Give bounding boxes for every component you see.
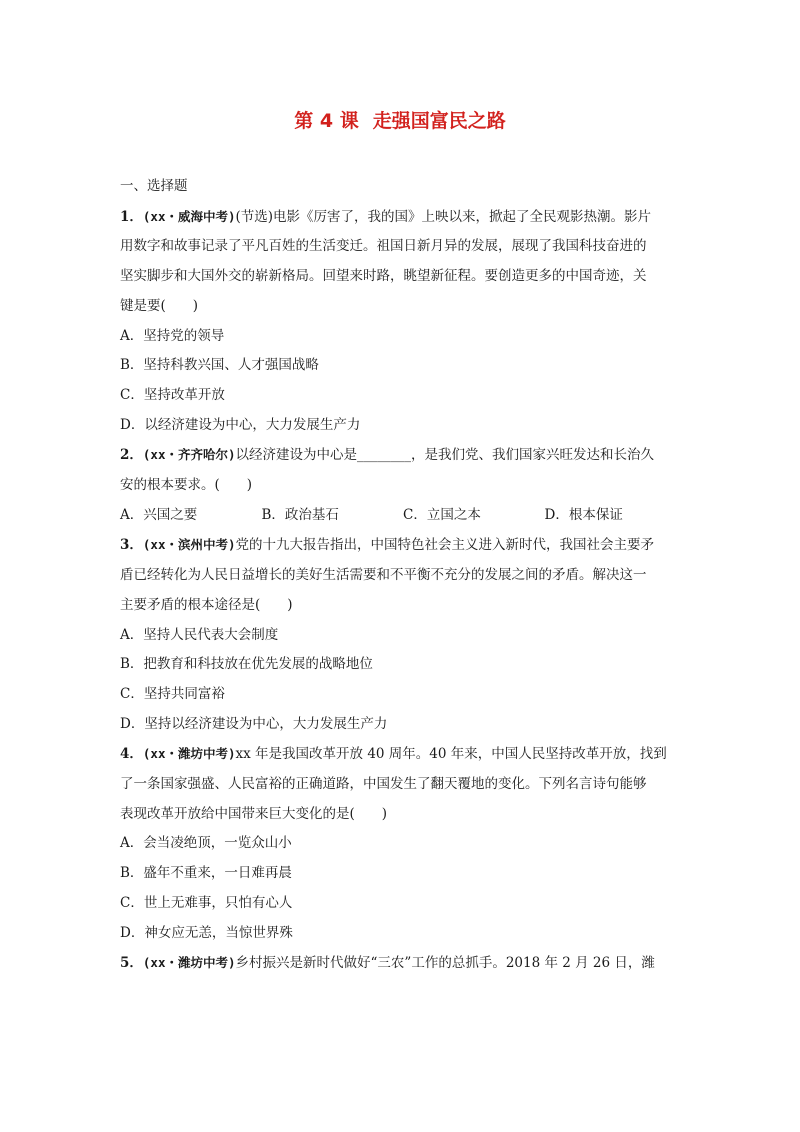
question-stem [120,948,686,979]
lesson-name: 走强国富民之路 [372,110,506,132]
option-a: A．会当凌绝顶，一览众山小 [120,835,292,852]
document-body [120,172,686,979]
question-source: (xx・齐齐哈尔) [142,447,236,463]
question-stem [120,202,686,233]
options-row [120,501,686,531]
option-c: C．世上无难事，只怕有心人 [120,894,293,911]
section-heading: 一、选择题 [120,178,188,194]
option-b: B．盛年不重来，一日难再晨 [120,865,292,882]
question-text-line: 以经济建设为中心是________，是我们党、我们国家兴旺发达和长治久 [235,447,655,464]
question-number: 2． [120,447,143,464]
question-number: 4． [120,746,143,763]
question-number: 5． [120,955,143,972]
question-text-line: 乡村振兴是新时代做好“三农”工作的总抓手。2018 年 2 月 26 日，潍 [235,955,655,972]
option-b: B．把教育和科技放在优先发展的战略地位 [120,656,373,673]
question-text-line: 表现改革开放给中国带来巨大变化的是( ) [120,805,388,822]
option-a: A．坚持人民代表大会制度 [120,626,279,643]
question-stem [120,440,686,471]
question-2 [120,440,686,530]
option-c: C．坚持共同富裕 [120,685,225,702]
question-stem [120,530,686,561]
question-text-line: 了一条国家强盛、人民富裕的正确道路，中国发生了翻天覆地的变化。下列名言诗句能够 [120,776,647,793]
option-c: C．立国之本 [403,506,481,523]
question-text-line: 安的根本要求。( ) [120,477,253,494]
question-text-line: 盾已经转化为人民日益增长的美好生活需要和不平衡不充分的发展之间的矛盾。解决这一 [120,567,647,584]
question-text-line: 键是要( ) [120,297,199,314]
question-stem [120,739,686,770]
question-3 [120,530,686,739]
option-d: D．神女应无恙，当惊世界殊 [120,924,293,941]
question-source: (xx・潍坊中考) [142,746,236,762]
question-text-line: 党的十九大报告指出，中国特色社会主义进入新时代，我国社会主要矛 [235,537,655,554]
option-a: A．坚持党的领导 [120,327,225,344]
option-b: B．政治基石 [261,506,339,523]
question-4 [120,739,686,948]
option-c: C．坚持改革开放 [120,386,225,403]
option-d: D．以经济建设为中心，大力发展生产力 [120,416,361,433]
option-d: D．坚持以经济建设为中心，大力发展生产力 [120,715,388,732]
question-text-line: 坚实脚步和大国外交的崭新格局。回望来时路，眺望新征程。要创造更多的中国奇迹，关 [120,268,647,285]
lesson-number: 第 4 课 [294,110,359,132]
question-5 [120,948,686,979]
question-source: (xx・潍坊中考) [142,955,236,971]
question-text-line: 用数字和故事记录了平凡百姓的生活变迁。祖国日新月异的发展，展现了我国科技奋进的 [120,238,647,255]
page-title [0,106,800,133]
question-text-line: (节选)电影《厉害了，我的国》上映以来，掀起了全民观影热潮。影片 [235,208,652,225]
question-1 [120,202,686,441]
question-text-line: 主要矛盾的根本途径是( ) [120,596,293,613]
question-number: 1． [120,208,143,225]
question-source: (xx・滨州中考) [142,537,236,553]
option-a: A．兴国之要 [120,506,198,523]
question-text-line: xx 年是我国改革开放 40 周年。40 年来，中国人民坚持改革开放，找到 [235,746,667,763]
option-b: B．坚持科教兴国、人才强国战略 [120,357,319,374]
question-source: (xx・威海中考) [142,208,236,224]
option-d: D．根本保证 [544,506,623,523]
question-number: 3． [120,537,143,554]
